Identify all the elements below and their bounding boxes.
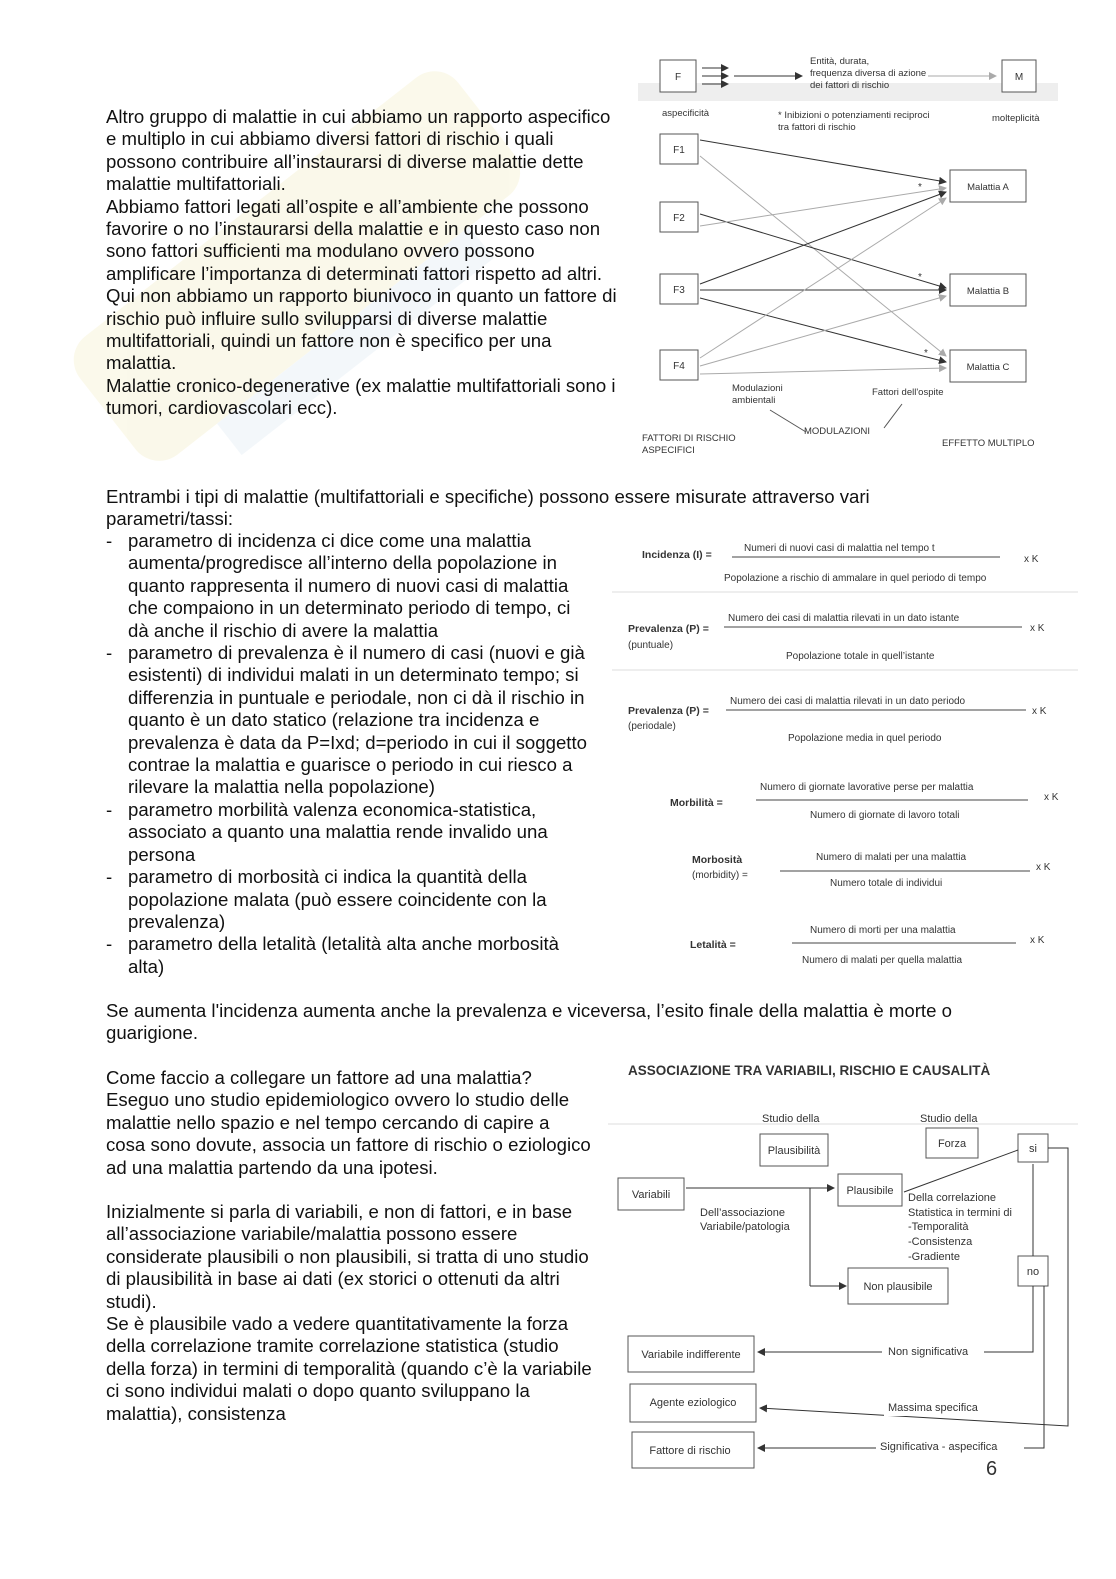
- correlazione-4: -Consistenza: [908, 1236, 973, 1248]
- morbilita-label: Morbilità =: [670, 797, 723, 809]
- prevalenza-puntuale-label: Prevalenza (P) =: [628, 623, 709, 635]
- prevalenza-periodale-numerator: Numero dei casi di malattia rilevati in un dato periodo: [730, 696, 966, 707]
- plausibile-label: Plausibile: [846, 1185, 894, 1197]
- paragraph: Inizialmente si parla di variabili, e non di fattori, e in base all’associazione variabile/malattia possono essere considerate plausibili o non plausibili, si tratta di uno studio di plausibilità in base ai dati (ex storici o ottenuti da altri studi).: [106, 1201, 589, 1312]
- disease-label: Malattia A: [967, 182, 1009, 193]
- prevalenza-puntuale-denominator: Popolazione totale in quell’istante: [786, 651, 935, 662]
- multiplier: x K: [1036, 862, 1051, 873]
- agente-eziologico-label: Agente eziologico: [649, 1397, 737, 1409]
- prevalenza-periodale-sub: (periodale): [628, 721, 676, 732]
- causality-diagram: [608, 1052, 1080, 1472]
- multiplier: x K: [1044, 792, 1059, 803]
- letalita-numerator: Numero di morti per una malattia: [810, 925, 956, 936]
- aspecificita-label: aspecificità: [662, 108, 709, 119]
- molteplicita-label: molteplicità: [992, 113, 1040, 124]
- disease-label: Malattia C: [966, 362, 1010, 373]
- prevalenza-periodale-label: Prevalenza (P) =: [628, 705, 709, 717]
- significativa-aspecifica-label: Significativa - aspecifica: [880, 1441, 998, 1453]
- correlazione-2: Statistica in termini di: [908, 1207, 1012, 1219]
- list-item: - parametro della letalità (letalità alta anche morbosità alta): [106, 933, 592, 978]
- top-note-2: frequenza diversa di azione: [810, 68, 927, 79]
- factor-label: F4: [673, 361, 685, 372]
- multiplier: x K: [1024, 554, 1039, 565]
- factor-label: F1: [673, 145, 685, 156]
- modulazioni-label: MODULAZIONI: [804, 426, 870, 437]
- correlazione-3: -Temporalità: [908, 1221, 969, 1233]
- spacer: [106, 1179, 592, 1201]
- parameters-intro: Entrambi i tipi di malattie (multifattoriali e specifiche) possono essere misurate attraverso vari parametri/tassi:: [106, 486, 870, 530]
- no-label: no: [1026, 1266, 1040, 1278]
- prevalenza-periodale-denominator: Popolazione media in quel periodo: [788, 733, 942, 744]
- list-item: - parametro di incidenza ci dice come una malattia aumenta/progredisce all’interno della popolazione in quanto rappresenta il numero di nuovi casi di malattia che compaiono in un determinato periodo di tempo, ci dà anche il rischio di avere la malattia: [106, 530, 592, 642]
- morbosita-numerator: Numero di malati per una malattia: [816, 852, 967, 863]
- causality-text: [106, 1067, 592, 1425]
- prevalenza-puntuale-sub: (puntuale): [628, 640, 674, 651]
- morbosita-denominator: Numero totale di individui: [830, 878, 943, 889]
- fattore-rischio-label: Fattore di rischio: [649, 1445, 731, 1457]
- fattori-rischio-1: FATTORI DI RISCHIO: [642, 433, 736, 444]
- incidenza-numerator: Numeri di nuovi casi di malattia nel tempo t: [744, 543, 935, 554]
- paragraph: Qui non abbiamo un rapporto biunivoco in quanto un fattore di rischio può influire sullo svilupparsi di diverse malattie multifattoriali, quindi un fattore non è specifico per una malattia.: [106, 285, 617, 374]
- paragraph: Abbiamo fattori legati all’ospite e all’ambiente che possono favorire o no l’instaurarsi della malattie e in questo caso non sono fattori sufficienti ma modulano ovvero possono amplificare l’importanza di determinati fattori rispetto ad altri.: [106, 195, 603, 284]
- non-plausibile-label: Non plausibile: [863, 1281, 933, 1293]
- star-mark: *: [918, 272, 922, 283]
- studio-label-1: Studio della: [762, 1113, 820, 1125]
- morbilita-numerator: Numero di giornate lavorative perse per malattia: [760, 782, 974, 793]
- star-mark: *: [918, 182, 922, 193]
- multiplier: x K: [1032, 706, 1047, 717]
- parameters-list: [106, 530, 592, 978]
- disease-label: Malattia B: [966, 286, 1010, 297]
- associazione-1: Dell’associazione: [700, 1207, 785, 1219]
- studio-label-2: Studio della: [920, 1113, 978, 1125]
- list-item: - parametro di prevalenza è il numero di casi (nuovi e già esistenti) di individui malati in un determinato tempo; si differenzia in puntuale e periodale, non ci dà il rischio in quanto è un dato statico (relazione tra incidenza e prevalenza è data da P=Ixd; d=periodo in cui il soggetto contrae la malattia e guarisce o periodo in cui riesco a rilevare la malattia nella popolazione): [106, 642, 592, 799]
- inhibition-note-2: tra fattori di rischio: [778, 122, 856, 133]
- massima-specifica-label: Massima specifica: [888, 1402, 978, 1414]
- mod-ambientali-1: Modulazioni: [732, 383, 783, 394]
- mod-ambientali-2: ambientali: [732, 395, 776, 406]
- prevalenza-puntuale-numerator: Numero dei casi di malattia rilevati in un dato istante: [728, 613, 960, 624]
- incidenza-denominator: Popolazione a rischio di ammalare in quel periodo di tempo: [724, 573, 987, 584]
- top-note-3: dei fattori di rischio: [810, 80, 890, 91]
- morbilita-denominator: Numero di giornate di lavoro totali: [810, 810, 960, 821]
- fattori-rischio-2: ASPECIFICI: [642, 445, 695, 456]
- page-number: 6: [986, 1458, 998, 1480]
- associazione-2: Variabile/patologia: [700, 1221, 790, 1233]
- f-box-label: F: [674, 72, 682, 83]
- multiplier: x K: [1030, 623, 1045, 634]
- factor-disease-arrows: [700, 140, 946, 374]
- intro-text: [106, 106, 618, 420]
- morbosita-sub: (morbidity) =: [692, 870, 748, 881]
- multiplier: x K: [1030, 935, 1045, 946]
- paragraph: Altro gruppo di malattie in cui abbiamo un rapporto aspecifico e multiplo in cui abbiamo diversi fattori di rischio i quali possono contribuire all’instaurarsi di diverse malattie dette malattie multifattoriali.: [106, 106, 611, 195]
- diagram-title: ASSOCIAZIONE TRA VARIABILI, RISCHIO E CAUSALITÀ: [628, 1063, 991, 1078]
- factor-label: F2: [673, 213, 685, 224]
- paragraph: Malattie cronico-degenerative (ex malattie multifattoriali sono i tumori, cardiovascolari ecc).: [106, 374, 616, 419]
- multifactorial-diagram: [630, 48, 1070, 468]
- fattori-ospite-label: Fattori dell'ospite: [872, 387, 944, 398]
- si-label: si: [1029, 1143, 1037, 1155]
- non-significativa-label: Non significativa: [888, 1346, 969, 1358]
- top-note-1: Entità, durata,: [810, 56, 870, 67]
- paragraph: Se è plausibile vado a vedere quantitativamente la forza della correlazione tramite correlazione statistica (studio della forza) in termini di temporalità (quando c’è la variabile ci sono individui malati o dopo quanto sviluppano la malattia), consistenza: [106, 1313, 592, 1424]
- incidenza-label: Incidenza (I) =: [642, 549, 712, 561]
- letalita-label: Letalità =: [690, 939, 736, 951]
- inhibition-note-1: * Inibizioni o potenziamenti reciproci: [778, 110, 930, 121]
- list-item: - parametro morbilità valenza economica-statistica, associato a quanto una malattia rende invalido una persona: [106, 799, 592, 866]
- letalita-denominator: Numero di malati per quella malattia: [802, 955, 963, 966]
- plausibilita-label: Plausibilità: [767, 1145, 821, 1157]
- star-mark: *: [924, 348, 928, 359]
- closing-text: Se aumenta l'incidenza aumenta anche la prevalenza e viceversa, l’esito finale della malattia è morte o guarigione.: [106, 1000, 952, 1044]
- forza-label: Forza: [937, 1138, 967, 1150]
- correlazione-5: -Gradiente: [908, 1251, 960, 1263]
- correlazione-1: Della correlazione: [908, 1192, 997, 1204]
- list-item: - parametro di morbosità ci indica la quantità della popolazione malata (può essere coincidente con la prevalenza): [106, 866, 592, 933]
- variabili-label: Variabili: [631, 1189, 671, 1201]
- variabile-indifferente-label: Variabile indifferente: [641, 1349, 741, 1361]
- factor-label: F3: [673, 285, 685, 296]
- morbosita-label: Morbosità: [692, 854, 743, 866]
- m-box-label: M: [1014, 72, 1024, 83]
- formulas-figure: [612, 530, 1080, 980]
- paragraph: Come faccio a collegare un fattore ad una malattia? Eseguo uno studio epidemiologico ovvero lo studio delle malattie nello spazio e nel tempo cercando di capire a cosa sono dovute, associa un fattore di rischio o eziologico ad una malattia partendo da una ipotesi.: [106, 1067, 591, 1178]
- effetto-multiplo-label: EFFETTO MULTIPLO: [942, 438, 1035, 449]
